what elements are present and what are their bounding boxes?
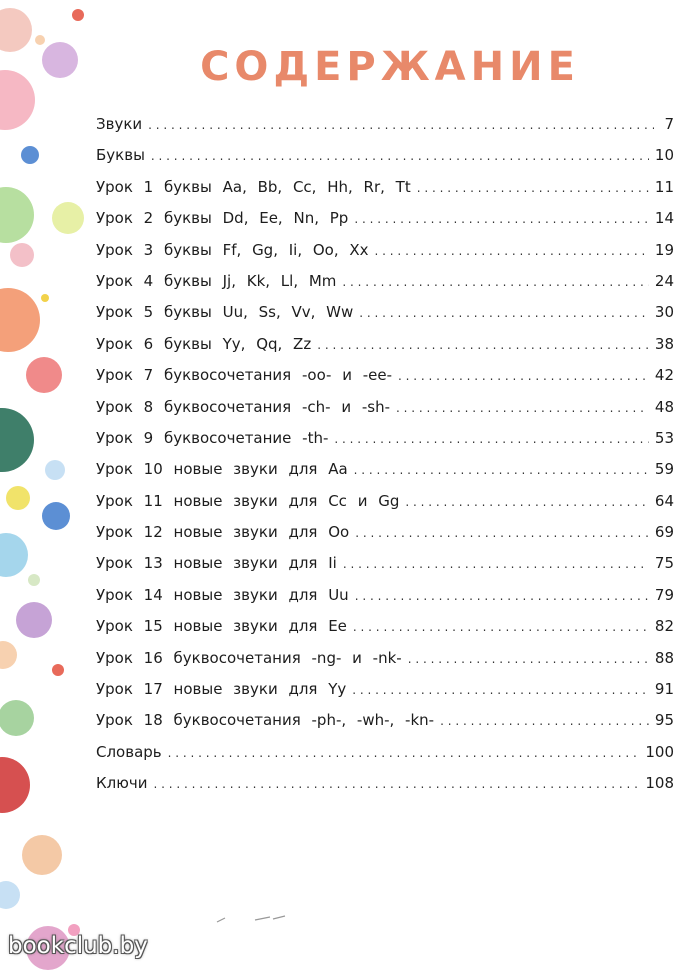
toc-leader-dots — [354, 463, 649, 477]
toc-entry — [96, 586, 674, 617]
toc-entry — [96, 209, 674, 240]
decor-dot — [0, 881, 20, 909]
toc-entry — [96, 398, 674, 429]
toc-leader-dots — [396, 401, 649, 415]
toc-entry — [96, 241, 674, 272]
toc-leader-dots — [151, 149, 649, 163]
toc-leader-dots — [417, 181, 649, 195]
page-title: СОДЕРЖАНИЕ — [200, 44, 580, 90]
toc-entry — [96, 303, 674, 334]
toc-entry — [96, 743, 674, 774]
toc-leader-dots — [342, 275, 648, 289]
decor-dot — [42, 502, 70, 530]
watermark: bookclub.by — [8, 933, 148, 959]
decor-dot — [0, 408, 34, 472]
decor-dot — [26, 357, 62, 393]
decor-dot — [0, 533, 28, 577]
toc-entry-page: 75 — [654, 554, 674, 573]
toc-entry — [96, 178, 674, 209]
toc-entry — [96, 774, 674, 805]
toc-entry-label: Звуки — [96, 115, 143, 133]
toc-entry-page: 38 — [654, 334, 674, 353]
toc-leader-dots — [405, 495, 649, 509]
decor-dot — [28, 574, 40, 586]
toc-entry — [96, 617, 674, 648]
toc-entry-page: 24 — [654, 271, 674, 290]
decor-dot — [72, 9, 84, 21]
toc-entry — [96, 366, 674, 397]
toc-entry-page: 100 — [645, 742, 674, 761]
toc-entry-label: Урок 15 новые звуки для Ee — [96, 617, 347, 636]
toc-entry-label: Словарь — [96, 742, 162, 761]
toc-entry-page: 108 — [645, 774, 674, 793]
toc-entry — [96, 649, 674, 680]
toc-entry-label: Урок 16 буквосочетания -ng- и -nk- — [96, 648, 402, 667]
toc-leader-dots — [353, 620, 649, 634]
toc-leader-dots — [359, 306, 649, 320]
toc-leader-dots — [352, 683, 649, 697]
toc-entry-page: 7 — [664, 115, 674, 133]
toc-entry-page: 64 — [654, 491, 674, 510]
toc-entry-label: Урок 18 буквосочетания -ph-, -wh-, -kn- — [96, 711, 435, 730]
toc-leader-dots — [354, 212, 649, 226]
toc-entry-label: Урок 8 буквосочетания -ch- и -sh- — [96, 397, 390, 416]
toc-entry — [96, 711, 674, 742]
toc-leader-dots — [148, 118, 654, 132]
toc-leader-dots — [355, 526, 649, 540]
toc-entry-label: Урок 2 буквы Dd, Ee, Nn, Pp — [96, 209, 349, 228]
toc-entry — [96, 523, 674, 554]
decor-dot — [52, 202, 84, 234]
decor-dot — [22, 835, 62, 875]
toc-entry-page: 48 — [654, 397, 674, 416]
toc-entry — [96, 460, 674, 491]
decor-dot — [0, 641, 17, 669]
toc-entry-label: Урок 1 буквы Aa, Bb, Cc, Hh, Rr, Tt — [96, 177, 411, 196]
toc-entry-page: 42 — [654, 366, 674, 385]
toc-entry — [96, 272, 674, 303]
toc-leader-dots — [168, 746, 640, 760]
toc-entry-page: 82 — [654, 617, 674, 636]
toc-leader-dots — [317, 338, 649, 352]
toc-entry-page: 19 — [654, 240, 674, 259]
toc-entry-label: Буквы — [96, 146, 145, 165]
toc-leader-dots — [375, 244, 649, 258]
decor-dot — [52, 664, 64, 676]
toc-entry — [96, 115, 674, 146]
decor-dot — [45, 460, 65, 480]
toc-entry-page: 79 — [654, 585, 674, 604]
toc-entry-page: 53 — [654, 428, 674, 447]
toc-entry-page: 91 — [654, 680, 674, 699]
toc-entry-label: Урок 13 новые звуки для Ii — [96, 554, 337, 573]
decor-dot — [6, 486, 30, 510]
decor-dot — [16, 602, 52, 638]
toc-entry-label: Урок 12 новые звуки для Oo — [96, 523, 350, 542]
decor-dot — [10, 243, 34, 267]
table-of-contents — [96, 115, 674, 806]
toc-entry-label: Урок 6 буквы Yy, Qq, Zz — [96, 334, 312, 353]
toc-entry-page: 88 — [654, 648, 674, 667]
decor-dot — [0, 288, 40, 352]
toc-entry-page: 69 — [654, 523, 674, 542]
toc-entry — [96, 554, 674, 585]
toc-entry-page: 30 — [654, 303, 674, 322]
toc-entry-label: Урок 9 буквосочетание -th- — [96, 428, 329, 447]
toc-leader-dots — [334, 432, 649, 446]
decor-dot — [0, 700, 34, 736]
toc-entry — [96, 146, 674, 177]
decor-dot — [0, 187, 34, 243]
toc-entry-label: Урок 7 буквосочетания -oo- и -ee- — [96, 366, 393, 385]
toc-entry-label: Урок 11 новые звуки для Cc и Gg — [96, 491, 400, 510]
toc-entry-page: 95 — [654, 711, 674, 730]
toc-entry-page: 14 — [654, 209, 674, 228]
toc-entry-page: 11 — [654, 177, 674, 196]
toc-entry-label: Урок 3 буквы Ff, Gg, Ii, Oo, Xx — [96, 240, 369, 259]
toc-leader-dots — [398, 369, 649, 383]
toc-leader-dots — [355, 589, 649, 603]
toc-entry-label: Урок 4 буквы Jj, Kk, Ll, Mm — [96, 271, 337, 290]
toc-leader-dots — [408, 652, 649, 666]
toc-entry — [96, 429, 674, 460]
decor-dot — [21, 146, 39, 164]
toc-entry — [96, 335, 674, 366]
toc-entry-page: 10 — [654, 146, 674, 165]
toc-entry-label: Урок 5 буквы Uu, Ss, Vv, Ww — [96, 303, 354, 322]
pencil-marks — [215, 914, 295, 926]
toc-entry-label: Урок 10 новые звуки для Aa — [96, 460, 348, 479]
toc-entry — [96, 492, 674, 523]
toc-entry-label: Урок 14 новые звуки для Uu — [96, 585, 349, 604]
toc-entry — [96, 680, 674, 711]
decor-dot — [41, 294, 49, 302]
toc-entry-page: 59 — [654, 460, 674, 479]
toc-entry-label: Ключи — [96, 774, 148, 793]
toc-leader-dots — [153, 777, 639, 791]
toc-leader-dots — [343, 557, 649, 571]
decor-dot — [0, 757, 30, 813]
toc-leader-dots — [440, 714, 649, 728]
toc-entry-label: Урок 17 новые звуки для Yy — [96, 680, 347, 699]
